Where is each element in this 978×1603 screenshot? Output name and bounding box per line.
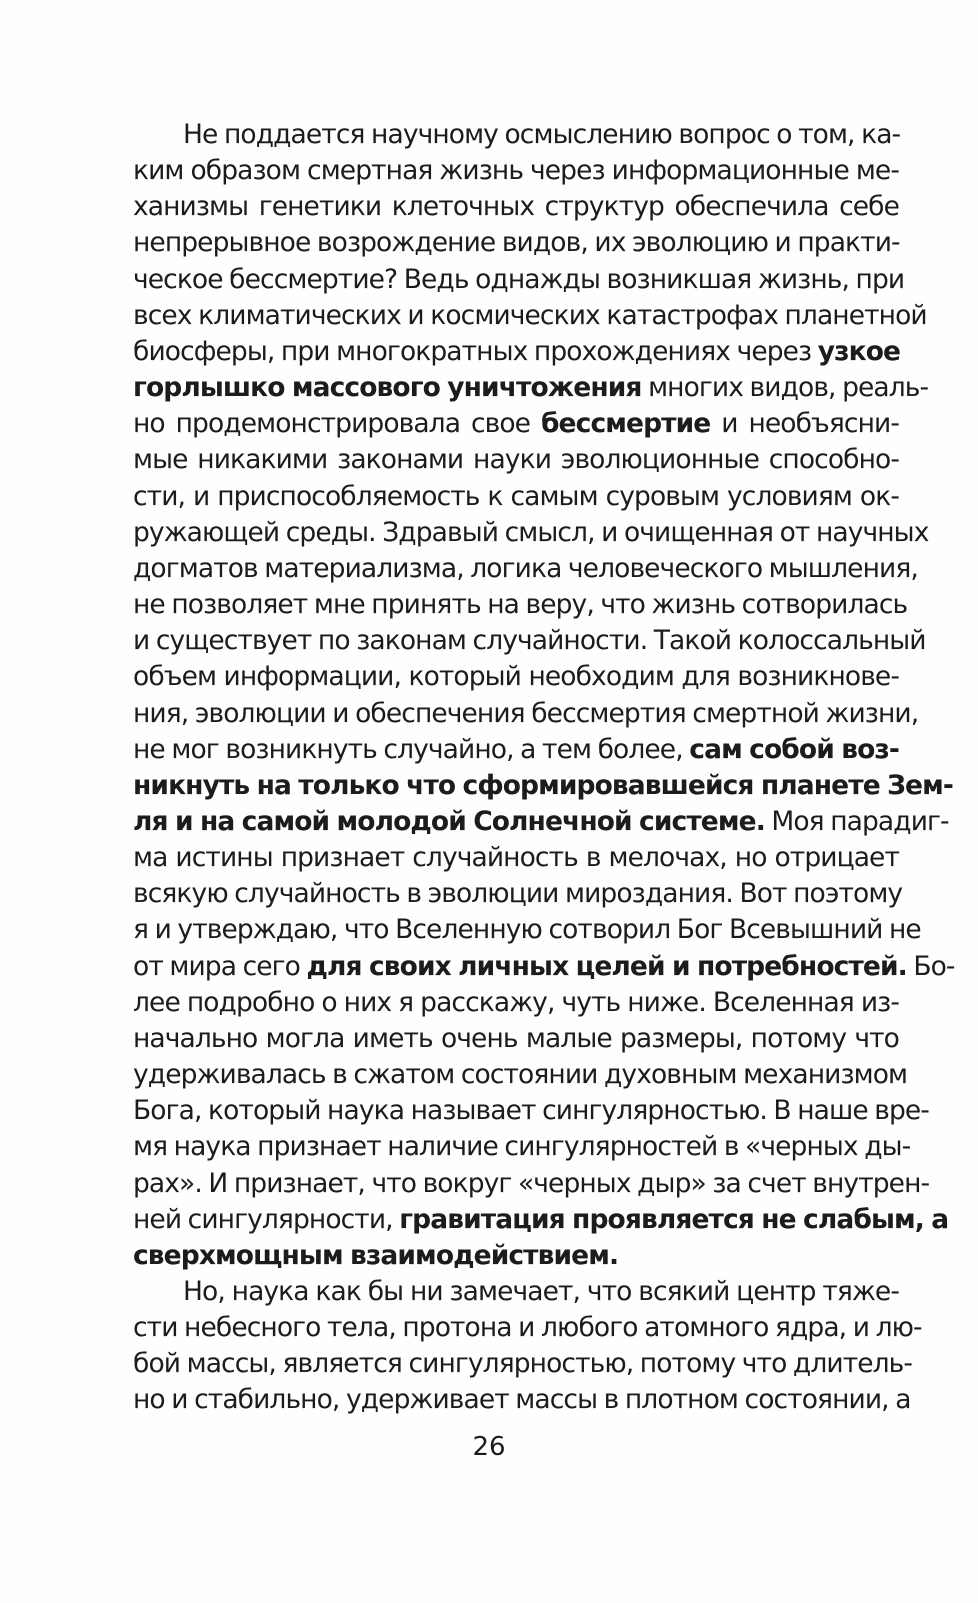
text-line: [133, 1202, 949, 1238]
text-line: ния, эволюции и обеспечения бессмертия смертной жизни,: [133, 697, 919, 729]
text-line: ма истины признает случайность в мелочах, но отрицает: [133, 842, 899, 874]
text-line: [133, 804, 949, 840]
bold-phrase: ля и на самой молодой Солнечной системе.: [133, 805, 765, 837]
text-run: Бо-: [913, 950, 955, 982]
bold-phrase: никнуть на только что сформировавшейся планете Зем-: [133, 769, 953, 801]
text-line: мые никакими законами науки эволюционные способно-: [133, 444, 899, 476]
text-line: ружающей среды. Здравый смысл, и очищенная от научных: [133, 516, 929, 548]
text-line: не позволяет мне принять на веру, что жизнь сотворилась: [133, 589, 908, 621]
text-line: рах». И признает, что вокруг «черных дыр» за счет внутрен-: [133, 1167, 930, 1199]
text-line: сти, и приспособляемость к самым суровым условиям ок-: [133, 480, 899, 512]
bold-phrase: бессмертие: [540, 408, 711, 440]
bold-phrase: для своих личных целей и потребностей.: [306, 950, 907, 982]
text-line: я и утверждаю, что Вселенную сотворил Бог Всевышний не: [133, 914, 921, 946]
text-line: [133, 732, 899, 768]
text-line: мя наука признает наличие сингулярностей в «черных ды-: [133, 1131, 911, 1163]
text-line: бой массы, является сингулярностью, потому что длитель-: [133, 1348, 913, 1380]
text-line: всех климатических и космических катастрофах планетной: [133, 299, 927, 331]
text-line: [133, 1238, 899, 1274]
body-text: [133, 117, 955, 1419]
text-line: ким образом смертная жизнь через информационные ме-: [133, 155, 899, 187]
text-run: биосферы, при многократных прохождениях через: [133, 335, 812, 367]
text-line: [133, 949, 955, 985]
text-line: всякую случайность в эволюции мироздания. Вот поэтому: [133, 878, 903, 910]
text-run: и необъясни-: [721, 408, 899, 440]
text-line: [133, 768, 953, 804]
text-run: не мог возникнуть случайно, а тем более,: [133, 733, 683, 765]
paragraph-1: [133, 117, 955, 1274]
bold-phrase: гравитация проявляется не слабым, а: [399, 1203, 949, 1235]
text-line: [133, 406, 899, 442]
bold-phrase: сверхмощным взаимодействием.: [133, 1239, 619, 1271]
bold-phrase: узкое: [817, 335, 901, 367]
text-line: объем информации, который необходим для возникнове-: [133, 661, 899, 693]
text-line: но и стабильно, удерживает массы в плотном состоянии, а: [133, 1384, 911, 1416]
text-line: [133, 370, 929, 406]
text-line: догматов материализма, логика человеческого мышления,: [133, 552, 918, 584]
text-run: но продемонстрировала свое: [133, 408, 531, 440]
text-run: многих видов, реаль-: [648, 372, 929, 404]
text-line: Но, наука как бы ни замечает, что всякий центр тяже-: [183, 1276, 899, 1307]
text-line: [133, 334, 899, 370]
text-run: от мира сего: [133, 950, 300, 982]
text-line: Бога, который наука называет сингулярностью. В наше вре-: [133, 1095, 929, 1127]
text-line: непрерывное возрождение видов, их эволюцию и практи-: [133, 227, 900, 259]
text-run: ней сингулярности,: [133, 1203, 393, 1235]
text-line: начально могла иметь очень малые размеры, потому что: [133, 1022, 899, 1054]
text-line: лее подробно о них я расскажу, чуть ниже. Вселенная из-: [133, 986, 899, 1018]
text-line: удерживалась в сжатом состоянии духовным механизмом: [133, 1059, 908, 1091]
text-line: и существует по законам случайности. Такой колоссальный: [133, 625, 926, 657]
text-run: Моя парадиг-: [771, 805, 949, 837]
text-line: ханизмы генетики клеточных структур обеспечила себе: [133, 191, 899, 223]
text-line: ческое бессмертие? Ведь однажды возникшая жизнь, при: [133, 263, 905, 295]
page-number: 26: [472, 1432, 506, 1462]
bold-phrase: горлышко массового уничтожения: [133, 372, 642, 404]
text-line: сти небесного тела, протона и любого атомного ядра, и лю-: [133, 1312, 922, 1344]
paragraph-2: [133, 1274, 922, 1419]
bold-phrase: сам собой воз-: [689, 733, 899, 765]
text-line: Не поддается научному осмыслению вопрос о том, ка-: [183, 119, 901, 150]
